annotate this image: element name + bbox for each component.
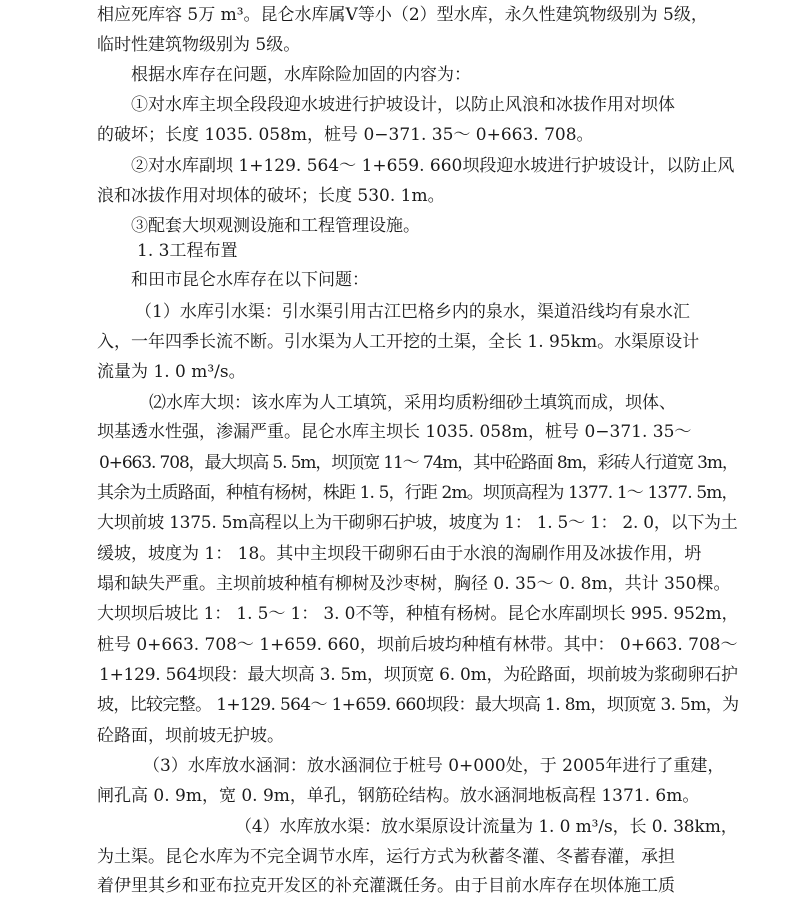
text-line xyxy=(0,812,793,842)
text-line xyxy=(0,388,793,418)
text-line-content: 为土渠。昆仑水库为不完全调节水库，运行方式为秋蓄冬灌、冬蓄春灌，承担 xyxy=(97,847,675,867)
text-line xyxy=(0,357,793,387)
text-line-content: 相应死库容 5万 m³。昆仑水库属Ⅴ等小（2）型水库，永久性建筑物级别为 5级， xyxy=(97,5,708,25)
text-line-content: ②对水库副坝 1+129. 564～ 1+659. 660坝段迎水坡进行护坡设计，以防止风 xyxy=(131,156,735,176)
text-line xyxy=(0,90,793,120)
text-line xyxy=(0,478,793,508)
text-line-content: 其余为土质路面，种植有杨树，株距 1. 5，行距 2m。坝顶高程为 1377. 1～ 1377. 5m， xyxy=(97,483,738,503)
text-line-content: 0+663. 708，最大坝高 5. 5m，坝顶宽 11～ 74m，其中砼路面 8m，彩砖人行道宽 3m， xyxy=(99,453,738,473)
text-line-content: 浪和冰拔作用对坝体的破坏；长度 530. 1m。 xyxy=(97,186,445,206)
text-line-content: 入，一年四季长流不断。引水渠为人工开挖的土渠，全长 1. 95km。水渠原设计 xyxy=(97,332,700,352)
text-line xyxy=(0,871,793,901)
text-line-content: 砼路面，坝前坡无护坡。 xyxy=(97,726,284,746)
text-line-content: （4）水库放水渠：放水渠原设计流量为 1. 0 m³/s，长 0. 38km， xyxy=(235,817,738,837)
text-line-content: （1）水库引水渠：引水渠引用古江巴格乡内的泉水，渠道沿线均有泉水汇 xyxy=(135,302,690,322)
text-line-content: （3）水库放水涵洞：放水涵洞位于桩号 0+000处，于 2005年进行了重建， xyxy=(143,756,725,776)
text-line xyxy=(0,120,793,150)
text-line xyxy=(0,842,793,872)
text-line xyxy=(0,448,793,478)
text-line-content: 根据水库存在问题，水库除险加固的内容为： xyxy=(131,65,471,85)
text-line xyxy=(0,630,793,660)
text-line-content: 缓坡，坡度为 1： 18。其中主坝段干砌卵石由于水浪的淘刷作用及冰拔作用，坍 xyxy=(97,544,702,564)
text-line-content: 1+129. 564坝段：最大坝高 3. 5m，坝顶宽 6. 0m，为砼路面，坝前坡为浆砌卵石护 xyxy=(99,665,738,685)
text-line xyxy=(0,327,793,357)
text-line-content: 临时性建筑物级别为 5级。 xyxy=(97,35,301,55)
text-line xyxy=(0,508,793,538)
text-line xyxy=(0,781,793,811)
text-line-content: 闸孔高 0. 9m，宽 0. 9m，单孔，钢筋砼结构。放水涵洞地板高程 1371. 6m。 xyxy=(97,786,700,806)
text-line xyxy=(0,569,793,599)
text-line xyxy=(0,599,793,629)
text-line-content: 和田市昆仑水库存在以下问题： xyxy=(131,270,369,290)
text-line xyxy=(0,265,793,295)
section-heading xyxy=(0,236,793,266)
text-line-content: 桩号 0+663. 708～ 1+659. 660，坝前后坡均种植有林带。其中： 0+663. 708～ xyxy=(97,635,738,655)
text-line-content: 的破坏；长度 1035. 058m，桩号 0−371. 35～ 0+663. 708。 xyxy=(97,125,594,145)
text-line xyxy=(0,0,793,30)
text-line-content: ①对水库主坝全段段迎水坡进行护坡设计，以防止风浪和冰拔作用对坝体 xyxy=(131,95,675,115)
text-line xyxy=(0,660,793,690)
text-line xyxy=(0,30,793,60)
text-line xyxy=(0,151,793,181)
text-line-content: ⑵水库大坝：该水库为人工填筑，采用均质粉细砂土填筑而成，坝体、 xyxy=(149,393,676,413)
text-line xyxy=(0,181,793,211)
text-line xyxy=(0,539,793,569)
text-line-content: 坡，比较完整。 1+129. 564～ 1+659. 660坝段：最大坝高 1. 8m，坝顶宽 3. 5m，为 xyxy=(97,695,739,715)
text-line-content: 流量为 1. 0 m³/s。 xyxy=(97,362,246,382)
text-line-content: 着伊里其乡和亚布拉克开发区的补充灌溉任务。由于目前水库存在坝体施工质 xyxy=(97,876,675,896)
text-line-content: 大坝坝后坡比 1： 1. 5～ 1： 3. 0不等，种植有杨树。昆仑水库副坝长 995. 952m， xyxy=(97,604,739,624)
text-line xyxy=(0,297,793,327)
text-line xyxy=(0,417,793,447)
text-line xyxy=(0,60,793,90)
text-line-content: ③配套大坝观测设施和工程管理设施。 xyxy=(131,216,420,236)
text-line xyxy=(0,721,793,751)
text-line-content: 大坝前坡 1375. 5m高程以上为干砌卵石护坡，坡度为 1： 1. 5～ 1： 2. 0，以下为土 xyxy=(97,513,738,533)
text-line-content: 塌和缺失严重。主坝前坡种植有柳树及沙枣树，胸径 0. 35～ 0. 8m，共计 350棵。 xyxy=(97,574,731,594)
text-line-content: 坝基透水性强，渗漏严重。昆仑水库主坝长 1035. 058m，桩号 0−371. 35～ xyxy=(97,422,692,442)
text-line xyxy=(0,690,793,720)
section-heading-text: 1. 3工程布置 xyxy=(137,241,238,261)
text-line xyxy=(0,751,793,781)
